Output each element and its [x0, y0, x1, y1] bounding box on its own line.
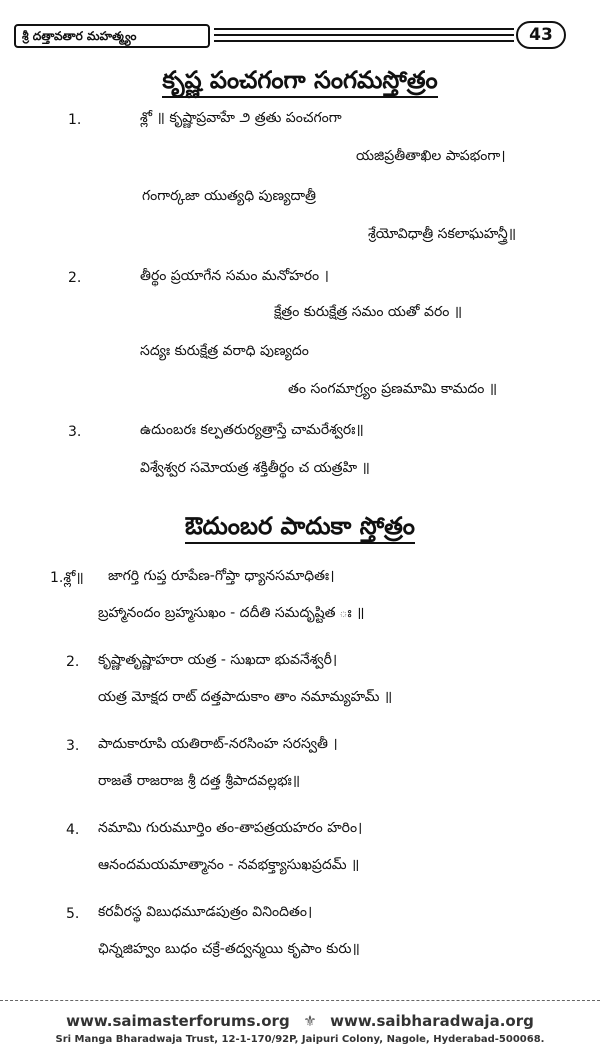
verse-line: గంగార్కజా యుత్యధి పుణ్యదాత్రీ	[142, 188, 317, 204]
verse-line: తం సంగమాగ్ర్యం ప్రణమామి కామదం ॥	[288, 381, 498, 397]
verse-number: 4.	[66, 822, 80, 838]
verse-line: ఛిన్నజిహ్వం బుధం చక్రే-తద్వన్మయి కృపాం కురు॥	[98, 941, 360, 957]
header-rule	[214, 28, 514, 30]
footer-links	[0, 1012, 600, 1030]
verse-line: శ్లో ॥ కృష్ణాప్రవాహే ౨ త్రతు పంచగంగా	[140, 110, 342, 126]
verse-line: కరవీరస్థ విబుధమూడపుత్రం వినిందితం।	[98, 904, 313, 920]
verse-line: రాజతే రాజరాజ శ్రీ దత్త శ్రీపాదవల్లభః॥	[98, 773, 301, 789]
fleur-de-lis-icon: ⚜	[303, 1012, 317, 1030]
verse-line: నమామి గురుమూర్తిం తం-తాపత్రయహరం హరిం।	[98, 820, 363, 836]
section-title-audumbara-paduka: ఔదుంబర పాదుకా స్తోత్రం	[0, 512, 600, 546]
verse-line: జాగర్తి గుప్త రూపేణ-గోప్తా ధ్యానసమాధితః।	[108, 568, 335, 584]
verse-line: యత్ర మోక్షద రాట్ దత్తపాదుకాం తాం నమామ్యహమ్ ॥	[98, 689, 393, 705]
header-rule	[214, 34, 514, 36]
verse-line: పాదుకారూపి యతిరాట్-నరసింహ సరస్వతీ ।	[98, 736, 338, 752]
verse-line: ఆనందమయమాత్మానం - నవభక్త్యాసుఖప్రదమ్ ॥	[98, 857, 360, 873]
verse-line: విశ్వేశ్వర సమోయత్ర శక్తితీర్థం చ యత్రహి ॥	[140, 460, 370, 476]
verse-line: బ్రహ్మానందం బ్రహ్మసుఖం - దదీతి సమదృష్టిత ః ॥	[98, 605, 365, 621]
verse-line: క్షేత్రం కురుక్షేత్ర సమం యతో వరం ॥	[274, 304, 463, 320]
verse-line: కృష్ణాతృష్ణాహరా యత్ర - సుఖదా భువనేశ్వరీ।	[98, 652, 338, 668]
footer-address: Sri Manga Bharadwaja Trust, 12-1-170/92P, Jaipuri Colony, Nagole, Hyderabad-500068.	[55, 1034, 545, 1045]
verse-line: శ్రేయోవిధాత్రీ సకలాఘహన్త్రీ॥	[368, 226, 517, 242]
header-rule	[214, 40, 514, 42]
verse-number: 1.శ్లో॥	[50, 570, 84, 586]
verse-line: యజిప్రతీతాఖిల పాపభంగా।	[356, 148, 506, 164]
verse-number: 2.	[68, 270, 82, 286]
verse-line: సద్యః కురుక్షేత్ర వరాధి పుణ్యదం	[140, 343, 309, 359]
verse-number: 5.	[66, 906, 80, 922]
footer-site-link[interactable]: www.saimasterforums.org	[66, 1012, 290, 1030]
verse-number: 2.	[66, 654, 80, 670]
page-number: 43	[516, 21, 566, 49]
page-header	[0, 0, 600, 58]
footer-site-link[interactable]: www.saibharadwaja.org	[330, 1012, 534, 1030]
verse-line: ఉదుంబరః కల్పతరుర్యత్రాస్తే చామరేశ్వరః॥	[140, 422, 364, 438]
verse-number: 3.	[68, 424, 82, 440]
footer-rule	[0, 1000, 600, 1001]
verse-number: 1.	[68, 112, 82, 128]
book-title: శ్రీ దత్తావతార మహత్మ్యం	[14, 24, 210, 48]
verse-line: తీర్థం ప్రయాగేన సమం మనోహరం ।	[140, 268, 329, 284]
verse-number: 3.	[66, 738, 80, 754]
section-title-krishna-panchaganga: కృష్ణ పంచగంగా సంగమస్తోత్రం	[0, 66, 600, 100]
